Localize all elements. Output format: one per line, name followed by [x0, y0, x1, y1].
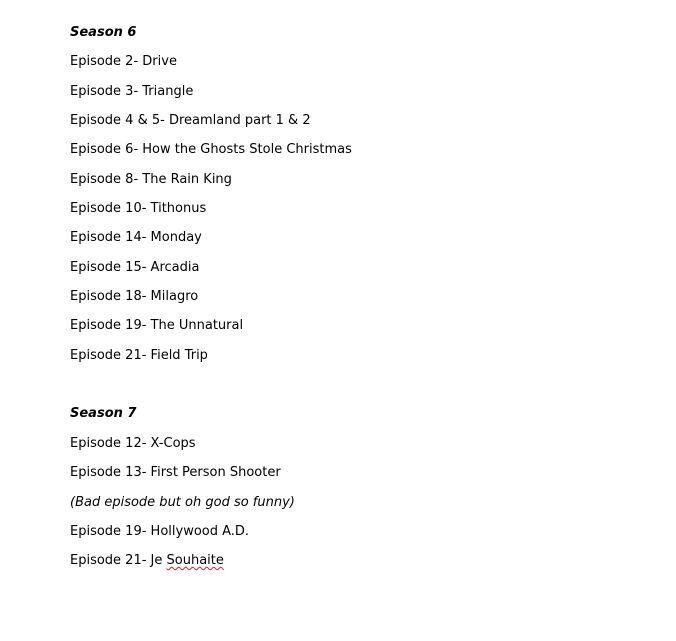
season-6-heading: Season 6 [70, 25, 137, 40]
episode-line: Episode 2- Drive [70, 54, 177, 70]
episode-line: Episode 14- Monday [70, 230, 202, 246]
episode-line: Episode 6- How the Ghosts Stole Christmas [70, 142, 352, 158]
episode-note: (Bad episode but oh god so funny) [70, 494, 295, 510]
episode-line: Episode 8- The Rain King [70, 171, 232, 187]
episode-line: Episode 3- Triangle [70, 83, 194, 99]
episode-line: Episode 19- Hollywood A.D. [70, 523, 250, 539]
episode-line: Episode 15- Arcadia [70, 259, 200, 275]
episode-line: Episode 18- Milagro [70, 289, 199, 305]
episode-line-last [70, 552, 660, 570]
episode-line: Episode 13- First Person Shooter [70, 465, 281, 481]
misspelled-word[interactable]: Souhaite [166, 553, 224, 569]
blank-line [70, 376, 660, 405]
episode-line: Episode 19- The Unnatural [70, 318, 244, 334]
episode-line: Episode 21- Field Trip [70, 347, 208, 363]
document-body [70, 24, 660, 582]
episode-line: Episode 4 & 5- Dreamland part 1 & 2 [70, 113, 311, 129]
episode-prefix: Episode 21- Je [70, 553, 167, 569]
season-7-heading: Season 7 [70, 406, 137, 422]
episode-line: Episode 10- Tithonus [70, 201, 207, 217]
episode-line: Episode 12- X-Cops [70, 435, 196, 451]
